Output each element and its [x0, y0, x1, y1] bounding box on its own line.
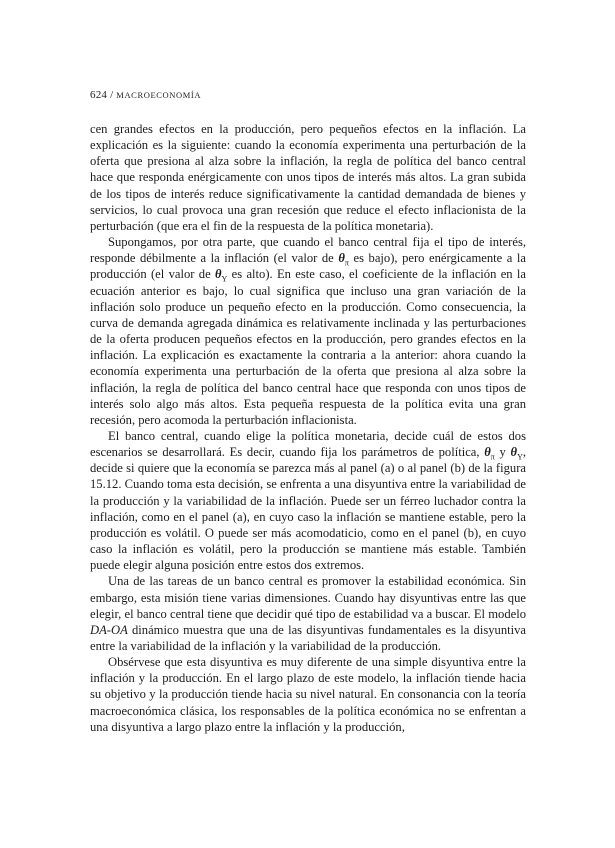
paragraph-4: [90, 573, 526, 654]
paragraph-2-text-b: es bajo), pero enérgicamente a la producción (el valor de: [90, 251, 526, 282]
paragraph-1: [90, 121, 526, 234]
theta-y-symbol: $\theta_Y$: [214, 267, 228, 284]
paragraph-3-text-a: El banco central, cuando elige la política monetaria, decide cuál de estos dos escenarios se desarrollará. Es decir, cuando fija los parámetros de política,: [90, 428, 526, 460]
page-number: 624: [90, 89, 108, 101]
paragraph-3-conjunction: y: [494, 445, 511, 460]
paragraph-3-text-b: , decide si quiere que la economía se parezca más al panel (a) o al panel (b) de la figura 15.12. Cuando toma esta decisión, se enfrenta a una disyuntiva entre la variabilidad de la producción y la variabilidad de la inflación. Puede ser un férreo luchador contra la inflación, como en el panel (a), en cuyo caso la inflación se mantiene estable, pero la producción es volátil. O puede ser más acomodaticio, como en el panel (b), en cuyo caso la inflación es volátil, pero la producción se mantiene más estable. También puede elegir alguna posición entre estos dos extremos.: [90, 445, 527, 573]
paragraph-5-text: Obsérvese que esta disyuntiva es muy diferente de una simple disyuntiva entre la inflación y la producción. En el largo plazo de este modelo, la inflación tiende hacia su objetivo y la producción tiende hacia su nivel natural. En consonancia con la teoría macroeconómica clásica, los responsables de la política económica no se enfrentan a una disyuntiva a largo plazo entre la inflación y la producción,: [90, 655, 526, 734]
book-title: MACROECONOMÍA: [116, 90, 202, 100]
paragraph-2-text-a: Supongamos, por otra parte, que cuando el banco central fija el tipo de interés, responde débilmente a la inflación (el valor de: [90, 235, 526, 266]
paragraph-3: [90, 428, 526, 573]
paragraph-2: [90, 234, 526, 428]
theta-pi-symbol: $\theta_\pi$: [484, 445, 495, 462]
paragraph-1-text: cen grandes efectos en la producción, pero pequeños efectos en la inflación. La explicación es la siguiente: cuando la economía experimenta una perturbación de la oferta que presiona al alza sobre la inflación, la regla de política del banco central hace que responda enérgicamente con unos tipos de interés más altos. La gran subida de los tipos de interés reduce significativamente la cantidad demandada de bienes y servicios, lo cual provoca una gran recesión que reduce el efecto inflacionista de la perturbación (que era el fin de la respuesta de la política monetaria).: [90, 122, 526, 233]
body-text: [90, 121, 526, 735]
paragraph-5: [90, 654, 526, 735]
paragraph-4-text-a: Una de las tareas de un banco central es promover la estabilidad económica. Sin embargo, esta misión tiene varias dimensiones. Cuando hay disyuntivas entre las que elegir, el banco central tiene que decidir qué tipo de estabilidad va a buscar. El modelo: [90, 574, 526, 621]
theta-pi-symbol: $\theta_\pi$: [338, 251, 349, 268]
theta-y-symbol: $\theta_Y$: [510, 445, 523, 462]
header-separator: /: [110, 89, 114, 101]
paragraph-4-text-b: dinámico muestra que una de las disyuntivas fundamentales es la disyuntiva entre la variabilidad de la inflación y la variabilidad de la producción.: [90, 622, 526, 653]
model-name: DA-OA: [90, 622, 128, 637]
running-header: [90, 89, 201, 101]
paragraph-2-text-c: es alto). En este caso, el coeficiente de la inflación en la ecuación anterior es bajo, lo cual significa que incluso una gran variación de la inflación solo produce un pequeño efecto en la producción. Como consecuencia, la curva de demanda agregada dinámica es relativamente inclinada y las perturbaciones de la oferta producen pequeños efectos en la producción, pero grandes efectos en la inflación. La explicación es exactamente la contraria a la anterior: ahora cuando la economía experimenta una perturbación de la oferta que presiona al alza sobre la inflación, la regla de política del banco central hace que responda con unos tipos de interés solo algo más altos. Esta pequeña respuesta de la política evita una gran recesión, pero acomoda la perturbación inflacionista.: [90, 267, 526, 427]
